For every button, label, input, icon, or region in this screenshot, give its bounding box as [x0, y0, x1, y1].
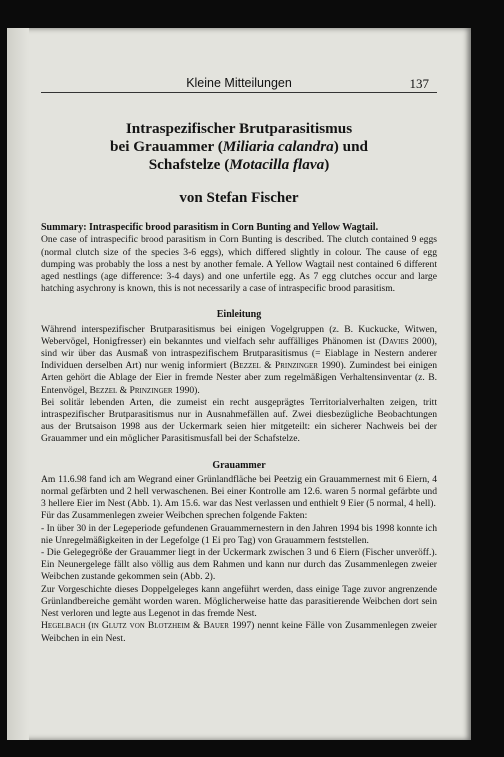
- grauammer-paragraph-5: Zur Vorgeschichte dieses Doppelgeleges kann angeführt werden, dass einige Tage zuvor angrenzende Grünlandbereiche gemäht worden waren. Möglicherweise hatte das parasitierende Weibchen dort sein Nest verloren und legte aus Legenot in das fremde Nest.: [41, 583, 437, 620]
- einleitung-paragraph-2: Bei solitär lebenden Arten, die zumeist ein recht ausgeprägtes Territorialverhalten zeigen, tritt intraspezifischer Brutparasitismus nur in Ausnahmefällen auf. Zwei diesbezügliche Beobachtungen aus der Brutsaison 1998 aus der Uckermark seien hier mitgeteilt: ein sicherer Nachweis bei der Grauammer und ein möglicher Parasitismusfall bei der Schafstelze.: [41, 396, 437, 445]
- grauammer-paragraph-2: Für das Zusammenlegen zweier Weibchen sprechen folgende Fakten:: [41, 510, 308, 522]
- citation: Davies: [382, 335, 409, 347]
- title-line-3-a: Schafstelze (: [148, 156, 230, 173]
- text-run: 1997) nennt keine Fälle von Zusammenlegen zweier Weibchen in ein Nest.: [41, 620, 437, 644]
- header-rule: [41, 92, 437, 93]
- grauammer-paragraph-1: Am 11.6.98 fand ich am Wegrand einer Grünlandfläche bei Peetzig ein Grauammernest mit 6 Eiern, 4 normal gefärbten und 2 hell verwaschenen. Bei einer Kontrolle am 12.6. waren 5 normal gefärbte und 3 hellere Eier im Nest (Abb. 1). Am 15.6. war das Nest verlassen und enthielt 9 Eier (5 normal, 4 hell).: [41, 473, 437, 510]
- page-number: 137: [409, 76, 429, 91]
- page-gutter-shadow: [7, 28, 29, 740]
- summary-text: One case of intraspecific brood parasitism in Corn Bunting is described. The clutch contained 9 eggs (normal clutch size of the species 3-6 eggs), which differed slightly in colour. The cause of egg dumping was probably the loss a nest by another female. A Yellow Wagtail nest contained 6 different aged nestlings (age difference: 3-4 days) and one unfertile egg. As 7 egg clutches occur and large hatching asychrony is known, this is not necessarily a case of intraspecific brood parasitism.: [41, 234, 437, 295]
- title-species-1: Miliaria calandra: [222, 138, 334, 155]
- section-heading-grauammer: Grauammer: [212, 459, 266, 471]
- citation: Bezzel & Prinzinger: [233, 360, 318, 372]
- title-species-2: Motacilla flava: [229, 156, 325, 173]
- section-heading-einleitung: Einleitung: [216, 309, 262, 321]
- text-run: 1990). Zumindest bei einigen Arten gehört die Ablage der Eier in fremde Nester aber zum regelmäßigen Verhaltensinventar (z. B. Entenvögel,: [41, 360, 437, 396]
- citation: Bezzel & Prinzinger: [89, 384, 173, 396]
- text-run: 1990).: [172, 384, 200, 396]
- grauammer-paragraph-6: [41, 620, 437, 644]
- running-head: Kleine Mitteilungen: [186, 76, 292, 90]
- grauammer-paragraph-4: - Die Gelegegröße der Grauammer liegt in der Uckermark zwischen 3 und 6 Eiern (Fischer unveröff.). Ein Neunergelege fällt also völlig aus dem Rahmen und kann nur durch das Zusammenlegen zweier Weibchen zustande gekommen sein (Abb. 2).: [41, 547, 437, 583]
- einleitung-paragraph-1: [41, 324, 437, 397]
- text-run: 2000), sind wir über das Ausmaß von intraspezifischem Brutparasitismus (= Eiablage in Nestern anderer Individuen derselben Art) nur wenig informiert (: [41, 335, 437, 372]
- article-author: von Stefan Fischer: [179, 190, 299, 206]
- title-line-1: Intraspezifischer Brutparasitismus: [125, 120, 353, 137]
- title-line-3-b: ): [324, 156, 330, 173]
- title-line-2-b: ) und: [333, 138, 368, 155]
- article-title: [41, 120, 437, 174]
- summary-heading: Summary: Intraspecific brood parasitism in Corn Bunting and Yellow Wagtail.: [41, 222, 379, 234]
- grauammer-paragraph-3: - In über 30 in der Legeperiode gefundenen Grauammernestern in den Jahren 1994 bis 1998 konnte ich nie Unregelmäßigkeiten in der Legefolge (1 Ei pro Tag) von Grauammern feststellen.: [41, 522, 437, 546]
- article-body: [41, 120, 437, 645]
- book-page: [7, 28, 471, 740]
- title-line-2-a: bei Grauammer (: [110, 138, 223, 155]
- citation: Hegelbach (in Glutz von Blotzheim & Bauer: [41, 620, 229, 632]
- text-run: Während interspezifischer Brutparasitismus bei einigen Vogelgruppen (z. B. Kuckucke, Witwen, Webervögel, Honigfresser) ein bekanntes und vielfach sehr auffälliges Phänomen ist (: [41, 323, 437, 347]
